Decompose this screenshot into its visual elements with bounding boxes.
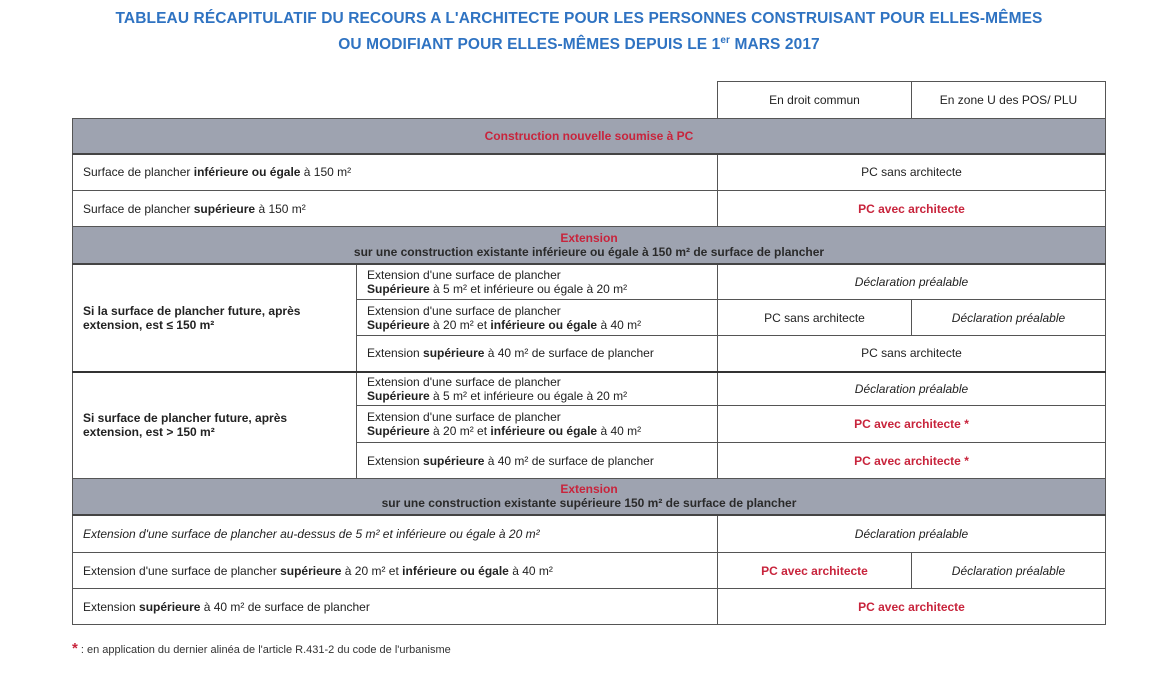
label-bold: supérieure	[139, 599, 201, 614]
row-value: Déclaration préalable	[718, 264, 1106, 300]
label-text: Extension d'une surface de plancher	[83, 563, 281, 578]
row-value: Déclaration préalable	[718, 372, 1106, 406]
ext-bold: supérieure	[423, 453, 485, 468]
row-value: PC avec architecte *	[718, 406, 1106, 443]
ext-label	[357, 264, 718, 300]
label-text: à 150 m²	[255, 201, 306, 216]
row-label	[73, 589, 718, 625]
row-label	[73, 154, 718, 191]
ext-bold: inférieure ou égale	[490, 317, 598, 332]
title-superscript: er	[720, 35, 731, 46]
section-2-title	[73, 227, 1106, 264]
label-bold: supérieure	[280, 563, 342, 578]
row-value: PC sans architecte	[718, 154, 1106, 191]
label-bold: supérieure	[193, 201, 256, 216]
section-row	[73, 227, 1106, 264]
table-row	[73, 154, 1106, 191]
row-value: PC avec architecte	[718, 553, 912, 589]
section-2-title-text: sur une construction existante inférieure ou égale à 150 m² de surface de plancher	[353, 244, 825, 259]
ext-bold: inférieure ou égale	[490, 424, 598, 438]
ext-rest: à 5 m² et inférieure ou égale à 20 m²	[429, 281, 628, 296]
ext-mid: à 20 m² et	[429, 317, 491, 332]
row-label	[73, 553, 718, 589]
ext-bold: Supérieure	[367, 281, 430, 296]
ext-bold: supérieure	[423, 346, 485, 361]
footnote-text: : en application du dernier alinéa de l'article R.431-2 du code de l'urbanisme	[80, 644, 451, 656]
ext-label	[357, 406, 718, 443]
ext-line: Extension d'une surface de plancher	[367, 410, 561, 424]
title-line-2-end: MARS 2017	[730, 36, 820, 54]
title-line-2	[0, 30, 1158, 56]
label-bold: inférieure ou égale	[193, 165, 301, 180]
section-1-title-text: Construction nouvelle soumise à PC	[484, 128, 694, 143]
ext-label	[357, 372, 718, 406]
ext-mid: à 20 m² et	[429, 424, 491, 438]
row-label	[73, 191, 718, 227]
header-zone-u: En zone U des POS/ PLU	[912, 82, 1106, 119]
section-3-title-red: Extension	[560, 482, 618, 497]
ext-rest: à 40 m² de surface de plancher	[484, 453, 654, 468]
asterisk-icon: *	[72, 640, 78, 657]
ext-line: Extension	[367, 453, 424, 468]
ext-bold: Supérieure	[367, 388, 430, 403]
header-blank	[73, 82, 718, 119]
ext-bold: Supérieure	[367, 424, 430, 438]
footnote	[72, 640, 451, 657]
table-row	[73, 589, 1106, 625]
row-value: PC sans architecte	[718, 300, 912, 336]
title-line-2-text: OU MODIFIANT POUR ELLES-MÊMES DEPUIS LE 1	[338, 36, 721, 54]
ext-label	[357, 300, 718, 336]
table-row	[73, 372, 1106, 406]
label-text: Extension	[83, 599, 140, 614]
header-droit-commun: En droit commun	[718, 82, 912, 119]
header-row	[73, 82, 1106, 119]
ext-label	[357, 443, 718, 479]
row-value: Déclaration préalable	[912, 300, 1106, 336]
ext-line: Extension d'une surface de plancher	[367, 267, 561, 282]
table-row	[73, 553, 1106, 589]
ext-label	[357, 336, 718, 372]
row-value: Déclaration préalable	[718, 515, 1106, 553]
ext-rest: à 40 m²	[597, 424, 642, 438]
row-value: PC avec architecte *	[718, 443, 1106, 479]
group-1-label: Si la surface de plancher future, après extension, est ≤ 150 m²	[73, 264, 357, 372]
section-1-title	[73, 119, 1106, 154]
row-value: PC avec architecte	[718, 191, 1106, 227]
ext-rest: à 40 m² de surface de plancher	[484, 346, 654, 361]
label-bold: inférieure ou égale	[402, 563, 509, 578]
row-value: PC avec architecte	[718, 589, 1106, 625]
section-2-title-red: Extension	[560, 230, 618, 245]
ext-rest: à 40 m²	[597, 317, 642, 332]
title-line-1: TABLEAU RÉCAPITULATIF DU RECOURS A L'ARCHITECTE POUR LES PERSONNES CONSTRUISANT POUR ELLES-MÊMES	[115, 10, 1043, 27]
ext-rest: à 5 m² et inférieure ou égale à 20 m²	[429, 388, 628, 403]
row-value: PC sans architecte	[718, 336, 1106, 372]
section-row	[73, 479, 1106, 515]
section-3-title-text: sur une construction existante supérieure 150 m² de surface de plancher	[381, 496, 797, 511]
label-text: à 40 m²	[508, 563, 553, 578]
label-text: à 40 m² de surface de plancher	[200, 599, 370, 614]
recap-table	[72, 81, 1106, 625]
ext-bold: Supérieure	[367, 317, 430, 332]
label-text: à 20 m² et	[341, 563, 403, 578]
section-row	[73, 119, 1106, 154]
label-text: Surface de plancher	[83, 201, 194, 216]
row-value: Déclaration préalable	[912, 553, 1106, 589]
section-3-title	[73, 479, 1106, 515]
table-row	[73, 264, 1106, 300]
table-row	[73, 191, 1106, 227]
label-text: à 150 m²	[300, 165, 352, 180]
row-label: Extension d'une surface de plancher au-dessus de 5 m² et inférieure ou égale à 20 m²	[73, 515, 718, 553]
page-title	[0, 8, 1158, 56]
ext-line: Extension d'une surface de plancher	[367, 303, 561, 318]
table-row	[73, 515, 1106, 553]
group-2-label: Si surface de plancher future, après extension, est > 150 m²	[73, 372, 357, 479]
label-text: Surface de plancher	[83, 165, 194, 180]
ext-line: Extension d'une surface de plancher	[367, 374, 561, 389]
ext-line: Extension	[367, 346, 424, 361]
